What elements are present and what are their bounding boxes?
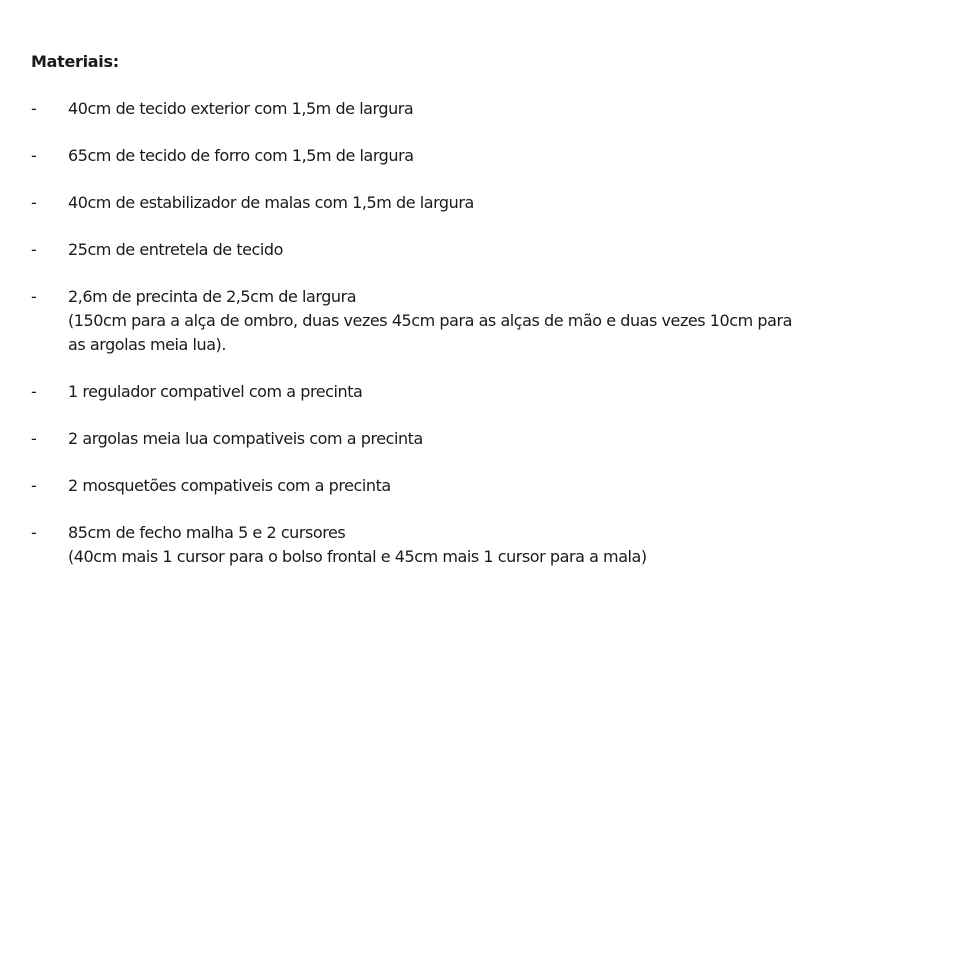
list-item-line: as argolas meia lua). — [68, 335, 226, 354]
bullet-dash: - — [31, 99, 37, 118]
list-item-line: (150cm para a alça de ombro, duas vezes 45cm para as alças de mão e duas vezes 10cm para — [68, 311, 792, 330]
materials-list — [31, 97, 931, 592]
list-item — [31, 285, 931, 357]
list-item-line: (40cm mais 1 cursor para o bolso frontal e 45cm mais 1 cursor para a mala) — [68, 547, 647, 566]
list-item — [31, 380, 931, 404]
bullet-dash: - — [31, 146, 37, 165]
list-item-text — [68, 238, 931, 262]
list-item-text — [68, 474, 931, 498]
list-item-line: 2 mosquetões compativeis com a precinta — [68, 476, 391, 495]
list-item-line: 2 argolas meia lua compativeis com a precinta — [68, 429, 423, 448]
list-item — [31, 521, 931, 569]
list-item-line: 1 regulador compativel com a precinta — [68, 382, 363, 401]
list-item-line: 2,6m de precinta de 2,5cm de largura — [68, 287, 357, 306]
bullet-dash: - — [31, 476, 37, 495]
list-item-text — [68, 191, 931, 215]
materials-heading: Materiais: — [31, 52, 119, 71]
bullet-dash: - — [31, 382, 37, 401]
list-item — [31, 97, 931, 121]
list-item-text — [68, 144, 931, 168]
list-item — [31, 144, 931, 168]
bullet-dash: - — [31, 193, 37, 212]
list-item — [31, 427, 931, 451]
list-item — [31, 238, 931, 262]
list-item-text — [68, 521, 931, 569]
list-item-text — [68, 97, 931, 121]
list-item-text — [68, 380, 931, 404]
list-item-text — [68, 285, 931, 357]
bullet-dash: - — [31, 240, 37, 259]
list-item-line: 40cm de estabilizador de malas com 1,5m de largura — [68, 193, 474, 212]
bullet-dash: - — [31, 523, 37, 542]
bullet-dash: - — [31, 287, 37, 306]
list-item-line: 25cm de entretela de tecido — [68, 240, 283, 259]
list-item — [31, 191, 931, 215]
list-item-line: 65cm de tecido de forro com 1,5m de largura — [68, 146, 414, 165]
list-item — [31, 474, 931, 498]
bullet-dash: - — [31, 429, 37, 448]
list-item-line: 85cm de fecho malha 5 e 2 cursores — [68, 523, 346, 542]
list-item-line: 40cm de tecido exterior com 1,5m de largura — [68, 99, 414, 118]
list-item-text — [68, 427, 931, 451]
